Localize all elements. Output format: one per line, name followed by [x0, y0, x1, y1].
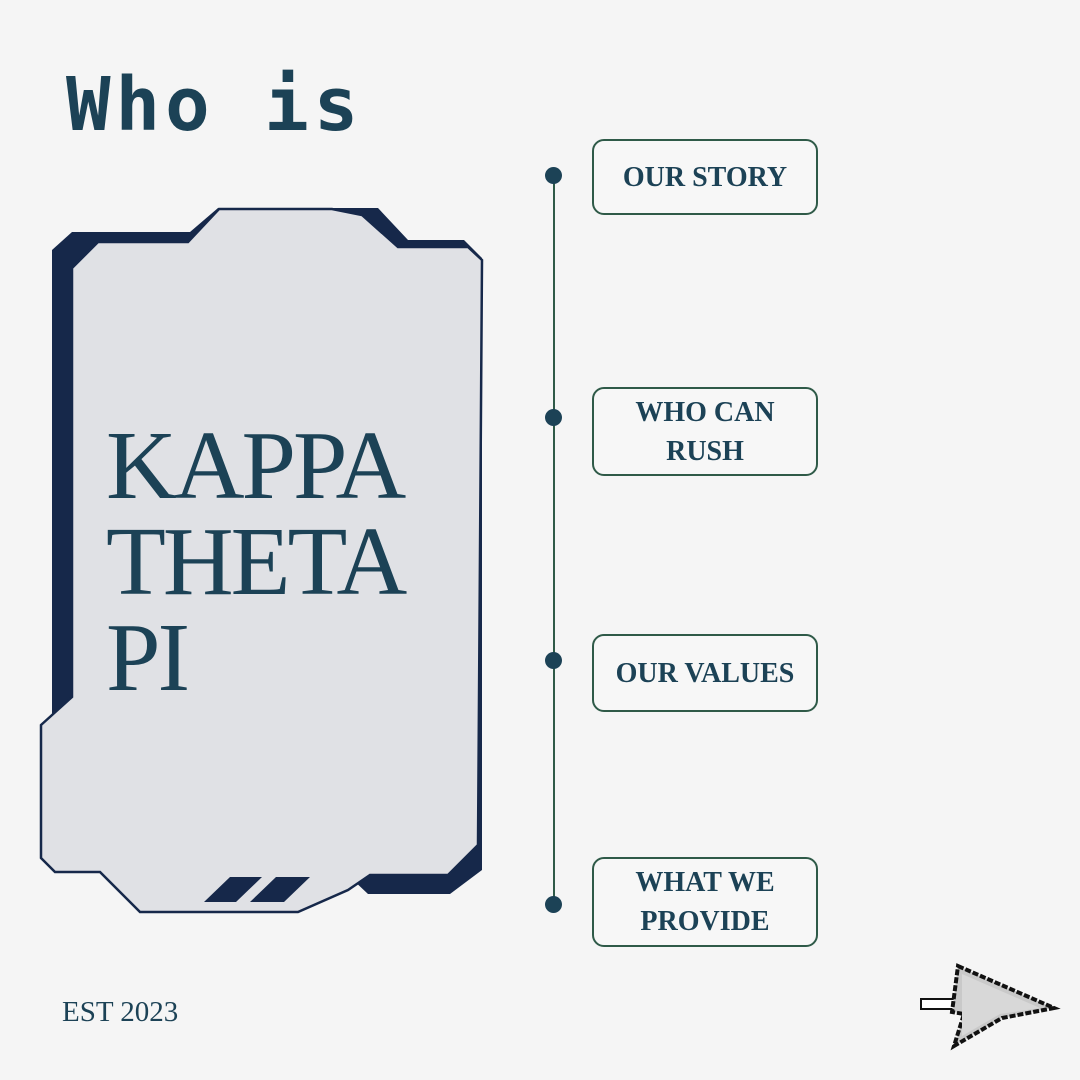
arrow-cursor-icon: [912, 960, 1062, 1055]
timeline-line: [553, 175, 555, 905]
our-story-button[interactable]: OUR STORY: [592, 139, 818, 215]
what-we-provide-button[interactable]: WHAT WE PROVIDE: [592, 857, 818, 947]
heading-who-is: Who is: [66, 62, 364, 148]
our-values-button[interactable]: OUR VALUES: [592, 634, 818, 712]
timeline-dot-story: [545, 167, 562, 184]
who-can-rush-button[interactable]: WHO CAN RUSH: [592, 387, 818, 476]
brand-line-pi: PI: [106, 604, 188, 712]
timeline-dot-values: [545, 652, 562, 669]
timeline-dot-rush: [545, 409, 562, 426]
established-label: EST 2023: [62, 996, 179, 1028]
timeline-dot-provide: [545, 896, 562, 913]
brand-line-kappa: KAPPA: [106, 412, 404, 520]
brand-name: [106, 412, 405, 712]
brand-line-theta: THETA: [106, 508, 405, 616]
